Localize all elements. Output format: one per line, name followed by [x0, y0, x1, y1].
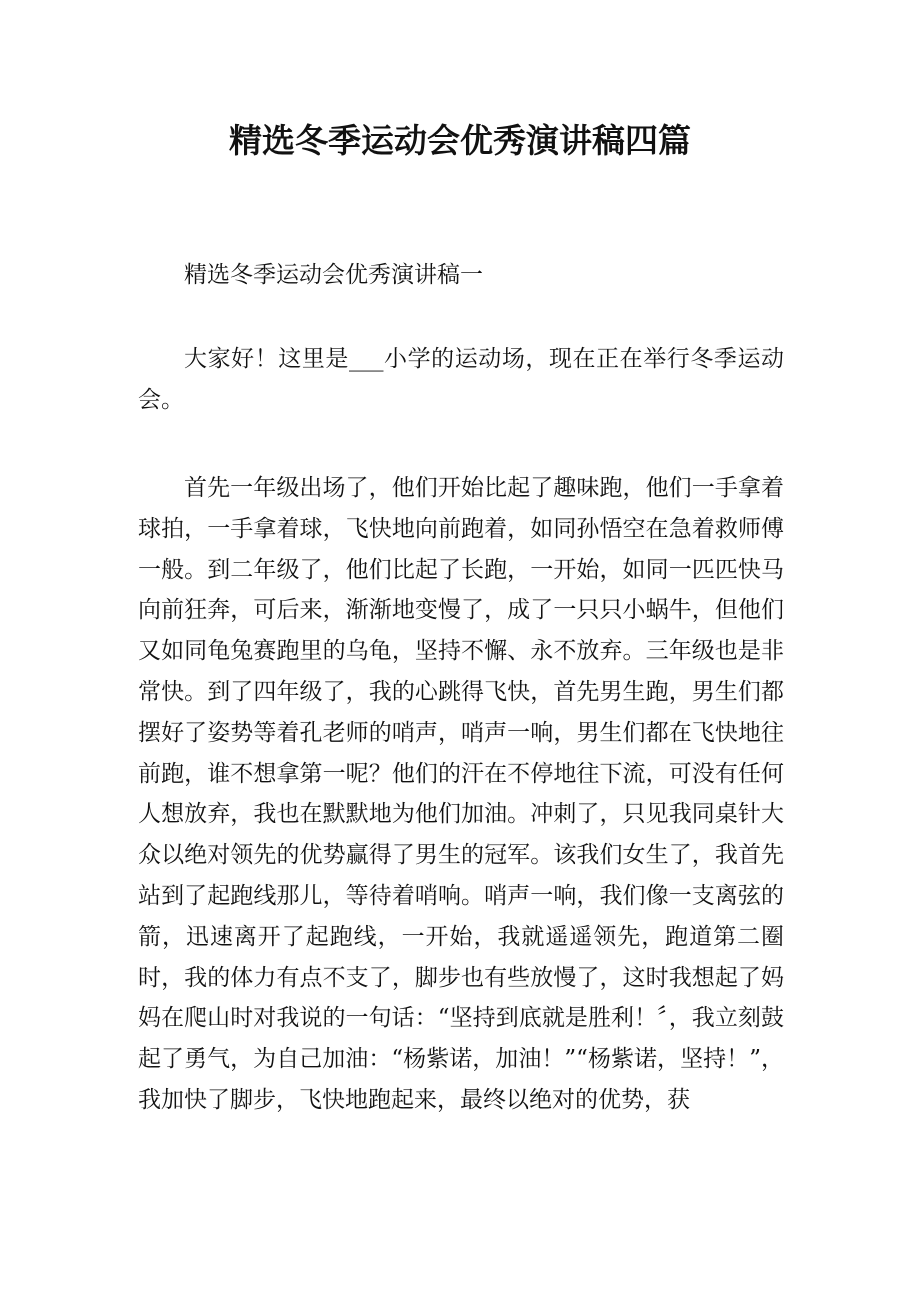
section-title: 精选冬季运动会优秀演讲稿一	[184, 262, 483, 288]
paragraph-greeting: 大家好！这里是___小学的运动场，现在正在举行冬季运动会。	[138, 346, 784, 413]
document-title: 精选冬季运动会优秀演讲稿四篇	[229, 121, 691, 160]
paragraph-race-description: 首先一年级出场了，他们开始比起了趣味跑，他们一手拿着球拍，一手拿着球，飞快地向前跑着，如同孙悟空在急着救师傅一般。到二年级了，他们比起了长跑，一开始，如同一匹匹快马向前狂奔，可后来，渐渐地变慢了，成了一只只小蜗牛，但他们又如同龟兔赛跑里的乌龟，坚持不懈、永不放弃。三年级也是非常快。到了四年级了，我的心跳得飞快，首先男生跑，男生们都摆好了姿势等着孔老师的哨声，哨声一响，男生们都在飞快地往前跑，谁不想拿第一呢？他们的汗在不停地往下流，可没有任何人想放弃，我也在默默地为他们加油。冲刺了，只见我同桌针大众以绝对领先的优势赢得了男生的冠军。该我们女生了，我首先站到了起跑线那儿，等待着哨响。哨声一响，我们像一支离弦的箭，迅速离开了起跑线，一开始，我就遥遥领先，跑道第二圈时，我的体力有点不支了，脚步也有些放慢了，这时我想起了妈妈在爬山时对我说的一句话：“坚持到底就是胜利！〞，我立刻鼓起了勇气，为自己加油：“杨紫诺，加油！”“杨紫诺，坚持！”，我加快了脚步，飞快地跑起来，最终以绝对的优势，获	[138, 475, 784, 1113]
